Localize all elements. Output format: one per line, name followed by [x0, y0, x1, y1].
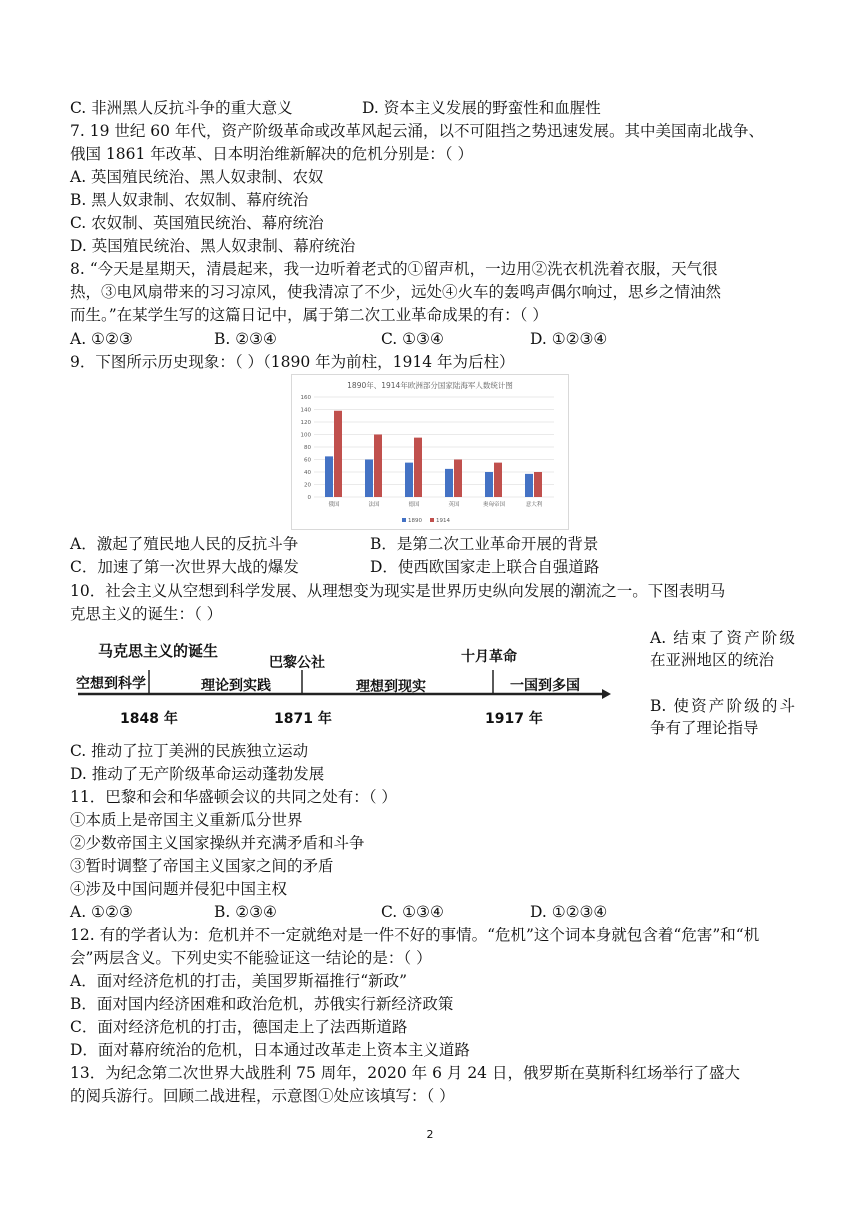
- timeline-segment-4: 一国到多国: [510, 678, 580, 694]
- q10-stem-line1: 10．社会主义从空想到科学发展、从理想变为现实是世界历史纵向发展的潮流之一。下图表明马: [70, 582, 726, 600]
- q6-option-d: D. 资本主义发展的野蛮性和血腥性: [362, 99, 601, 117]
- chart-bar-1914: [494, 463, 502, 497]
- timeline-october-revolution-label: 十月革命: [461, 649, 517, 665]
- marxism-timeline: [70, 628, 640, 728]
- q13-stem-line1: 13．为纪念第二次世界大战胜利 75 周年，2020 年 6 月 24 日，俄罗斯在莫斯科红场举行了盛大: [70, 1064, 740, 1082]
- timeline-segment-2: 理论到实践: [201, 678, 271, 694]
- q9-stem: 9．下图所示历史现象：（ ）（1890 年为前柱，1914 年为后柱）: [70, 353, 515, 371]
- q7-option-d: D. 英国殖民统治、黑人奴隶制、幕府统治: [70, 237, 356, 255]
- q8-option-d: D. ①②③④: [530, 330, 608, 348]
- q8-option-b: B. ②③④: [214, 330, 277, 348]
- q11-item-3: ③暂时调整了帝国主义国家之间的矛盾: [70, 857, 334, 875]
- chart-bar-1914: [454, 460, 462, 498]
- q12-option-b: B．面对国内经济困难和政治危机，苏俄实行新经济政策: [70, 995, 454, 1013]
- chart-bar-1914: [334, 411, 342, 497]
- chart-y-tick-label: 80: [304, 445, 311, 452]
- q8-option-a: A. ①②③: [70, 330, 133, 348]
- chart-x-tick-label: 德国: [408, 502, 420, 508]
- q7-option-a: A. 英国殖民统治、黑人奴隶制、农奴: [70, 168, 324, 186]
- q12-stem-line2: 会”两层含义。下列史实不能验证这一结论的是：（ ）: [70, 949, 432, 967]
- chart-y-tick-label: 140: [300, 407, 311, 414]
- q9-option-c: C．加速了第一次世界大战的爆发: [70, 558, 299, 576]
- q10-option-c: C. 推动了拉丁美洲的民族独立运动: [70, 742, 309, 760]
- timeline-year-1917: 1917 年: [485, 711, 543, 727]
- q10-stem-line2: 克思主义的诞生：（ ）: [70, 605, 223, 623]
- chart-bar-1914: [534, 472, 542, 497]
- q10-option-a: A. 结束了资产阶级在亚洲地区的统治: [650, 629, 795, 669]
- chart-x-tick-label: 英国: [448, 502, 460, 508]
- q12-option-a: A．面对经济危机的打击，美国罗斯福推行“新政”: [70, 972, 408, 990]
- q12-stem-line1: 12. 有的学者认为：危机并不一定就绝对是一件不好的事情。“危机”这个词本身就包含着“危害”和“机: [70, 926, 760, 944]
- chart-y-tick-label: 160: [300, 395, 311, 402]
- timeline-paris-commune-label: 巴黎公社: [269, 655, 325, 671]
- chart-legend-swatch: [430, 518, 434, 522]
- chart-legend-swatch: [402, 518, 406, 522]
- q11-option-b: B. ②③④: [214, 903, 277, 921]
- q7-option-c: C. 农奴制、英国殖民统治、幕府统治: [70, 214, 324, 232]
- q8-stem-line1: 8. “今天是星期天，清晨起来，我一边听着老式的①留声机，一边用②洗衣机洗着衣服，天气很: [70, 260, 718, 278]
- q11-option-a: A. ①②③: [70, 903, 133, 921]
- chart-bar-1914: [374, 435, 382, 498]
- timeline-segment-1: 空想到科学: [76, 676, 146, 692]
- chart-x-tick-label: 意大利: [525, 502, 543, 508]
- army-size-bar-chart: [291, 374, 569, 530]
- chart-bar-1890: [325, 456, 333, 497]
- q7-stem-line2: 俄国 1861 年改革、日本明治维新解决的危机分别是：（ ）: [70, 145, 473, 163]
- chart-y-tick-label: 20: [304, 482, 311, 489]
- chart-bar-1890: [525, 474, 533, 497]
- q7-option-b: B. 黑人奴隶制、农奴制、幕府统治: [70, 191, 309, 209]
- q11-item-1: ①本质上是帝国主义重新瓜分世界: [70, 811, 303, 829]
- chart-bar-1890: [445, 469, 453, 497]
- chart-x-tick-label: 法国: [368, 502, 380, 508]
- q11-option-d: D. ①②③④: [530, 903, 608, 921]
- chart-bar-1890: [405, 463, 413, 497]
- timeline-birth-label: 马克思主义的诞生: [98, 642, 219, 660]
- timeline-year-1871: 1871 年: [274, 711, 332, 727]
- q9-option-d: D．使西欧国家走上联合自强道路: [370, 558, 600, 576]
- q12-option-d: D．面对幕府统治的危机，日本通过改革走上资本主义道路: [70, 1041, 470, 1059]
- chart-y-tick-label: 100: [300, 432, 311, 439]
- timeline-year-1848: 1848 年: [120, 711, 178, 727]
- q7-stem-line1: 7. 19 世纪 60 年代，资产阶级革命或改革风起云涌，以不可阻挡之势迅速发展。其中美国南北战争、: [70, 122, 764, 140]
- q12-option-c: C．面对经济危机的打击，德国走上了法西斯道路: [70, 1018, 408, 1036]
- q9-option-b: B．是第二次工业革命开展的背景: [370, 535, 599, 553]
- chart-y-tick-label: 120: [300, 420, 311, 427]
- chart-bar-1914: [414, 438, 422, 497]
- page-number: 2: [426, 1128, 434, 1141]
- q13-stem-line2: 的阅兵游行。回顾二战进程，示意图①处应该填写：（ ）: [70, 1087, 455, 1105]
- chart-svg: [292, 375, 568, 529]
- chart-x-tick-label: 奥匈帝国: [482, 502, 506, 508]
- chart-title: 1890年、1914年欧洲部分国家陆海军人数统计图: [347, 381, 513, 390]
- timeline-segment-3: 理想到现实: [356, 679, 426, 695]
- chart-y-tick-label: 60: [304, 457, 311, 464]
- q11-stem: 11．巴黎和会和华盛顿会议的共同之处有：（ ）: [70, 788, 397, 806]
- chart-y-tick-label: 0: [307, 495, 311, 502]
- q8-option-c: C. ①③④: [381, 330, 444, 348]
- q11-item-4: ④涉及中国问题并侵犯中国主权: [70, 880, 288, 898]
- q10-option-b: B. 使资产阶级的斗争有了理论指导: [650, 697, 795, 737]
- q8-stem-line2: 热，③电风扇带来的习习凉风，使我清凉了不少，远处④火车的轰鸣声偶尔响过，思乡之情油然: [70, 283, 722, 301]
- q11-item-2: ②少数帝国主义国家操纵并充满矛盾和斗争: [70, 834, 365, 852]
- chart-x-tick-label: 俄国: [328, 502, 340, 508]
- chart-y-tick-label: 40: [304, 470, 311, 477]
- chart-bar-1890: [485, 472, 493, 497]
- q9-option-a: A．激起了殖民地人民的反抗斗争: [70, 535, 299, 553]
- q8-stem-line3: 而生。”在某学生写的这篇日记中，属于第二次工业革命成果的有：（ ）: [70, 306, 548, 324]
- chart-legend-label: 1914: [436, 518, 450, 524]
- q10-option-d: D. 推动了无产阶级革命运动蓬勃发展: [70, 765, 325, 783]
- chart-bar-1890: [365, 460, 373, 498]
- q11-option-c: C. ①③④: [381, 903, 444, 921]
- q6-option-c: C. 非洲黑人反抗斗争的重大意义: [70, 99, 293, 117]
- chart-legend-label: 1890: [408, 518, 422, 524]
